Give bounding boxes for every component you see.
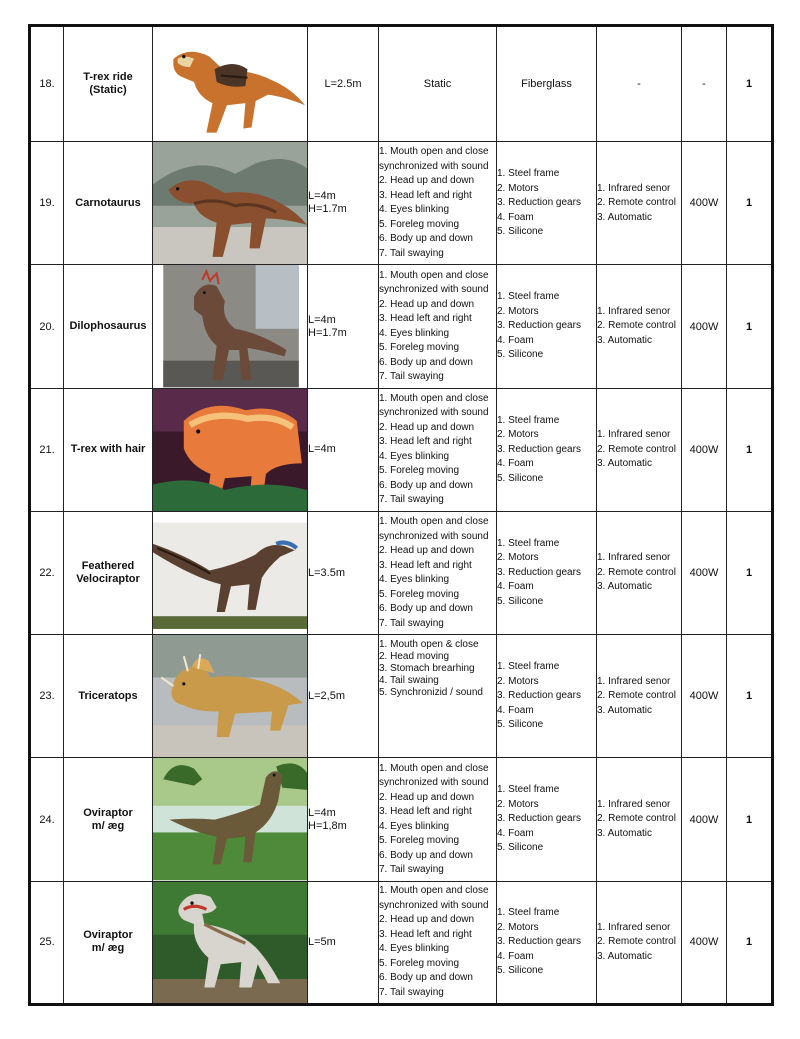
table-row — [30, 265, 773, 388]
item-name: Oviraptor m/ æg — [64, 758, 153, 881]
table-row — [30, 758, 773, 881]
item-power: 400W — [682, 142, 727, 265]
item-quantity: 1 — [727, 265, 773, 388]
dilophosaurus-photo — [153, 265, 307, 387]
item-quantity: 1 — [727, 388, 773, 511]
item-power: 400W — [682, 758, 727, 881]
item-movements: 1. Mouth open and close synchronized with sound 2. Head up and down 3. Head left and right 4. Eyes blinking 5. Foreleg moving 6. Body up and down 7. Tail swaying — [379, 265, 497, 388]
item-size: L=3.5m — [308, 511, 379, 634]
item-size: L=4m H=1.7m — [308, 142, 379, 265]
item-number: 24. — [30, 758, 64, 881]
item-power: 400W — [682, 388, 727, 511]
item-photo — [153, 635, 308, 758]
item-movements: 1. Mouth open and close synchronized with sound 2. Head up and down 3. Head left and right 4. Eyes blinking 5. Foreleg moving 6. Body up and down 7. Tail swaying — [379, 388, 497, 511]
item-materials: 1. Steel frame 2. Motors 3. Reduction gears 4. Foam 5. Silicone — [497, 265, 597, 388]
item-control: 1. Infrared senor 2. Remote control 3. Automatic — [597, 758, 682, 881]
table-row — [30, 388, 773, 511]
item-size: L=2,5m — [308, 635, 379, 758]
item-number: 20. — [30, 265, 64, 388]
item-name: Feathered Velociraptor — [64, 511, 153, 634]
item-quantity: 1 — [727, 142, 773, 265]
item-number: 18. — [30, 26, 64, 142]
item-power: - — [682, 26, 727, 142]
item-quantity: 1 — [727, 881, 773, 1004]
item-control: 1. Infrared senor 2. Remote control 3. Automatic — [597, 511, 682, 634]
item-name: Oviraptor m/ æg — [64, 881, 153, 1004]
item-movements: 1. Mouth open and close synchronized with sound 2. Head up and down 3. Head left and right 4. Eyes blinking 5. Foreleg moving 6. Body up and down 7. Tail swaying — [379, 881, 497, 1004]
item-movements: 1. Mouth open & close 2. Head moving 3. Stomach brearhing 4. Tail swaing 5. Synchronizid / sound — [379, 635, 497, 758]
item-size: L=4m H=1,8m — [308, 758, 379, 881]
item-materials: 1. Steel frame 2. Motors 3. Reduction gears 4. Foam 5. Silicone — [497, 142, 597, 265]
table-row — [30, 26, 773, 142]
item-materials: Fiberglass — [497, 26, 597, 142]
item-quantity: 1 — [727, 758, 773, 881]
item-name: Dilophosaurus — [64, 265, 153, 388]
item-materials: 1. Steel frame 2. Motors 3. Reduction gears 4. Foam 5. Silicone — [497, 635, 597, 758]
item-photo — [153, 265, 308, 388]
item-photo — [153, 758, 308, 881]
product-spec-table — [28, 24, 774, 1006]
item-control: 1. Infrared senor 2. Remote control 3. Automatic — [597, 388, 682, 511]
item-name: Carnotaurus — [64, 142, 153, 265]
table-row — [30, 881, 773, 1004]
item-size: L=5m — [308, 881, 379, 1004]
item-photo — [153, 881, 308, 1004]
item-movements: 1. Mouth open and close synchronized with sound 2. Head up and down 3. Head left and right 4. Eyes blinking 5. Foreleg moving 6. Body up and down 7. Tail swaying — [379, 511, 497, 634]
item-materials: 1. Steel frame 2. Motors 3. Reduction gears 4. Foam 5. Silicone — [497, 881, 597, 1004]
item-size: L=4m — [308, 388, 379, 511]
carnotaurus-photo — [153, 142, 307, 264]
item-size: L=2.5m — [308, 26, 379, 142]
oviraptor-photo — [153, 758, 307, 880]
trex-ride-photo — [153, 27, 307, 141]
feathered-velociraptor-photo — [153, 512, 307, 634]
table-row — [30, 142, 773, 265]
item-movements: Static — [379, 26, 497, 142]
item-name: T-rex with hair — [64, 388, 153, 511]
item-number: 19. — [30, 142, 64, 265]
item-movements: 1. Mouth open and close synchronized with sound 2. Head up and down 3. Head left and right 4. Eyes blinking 5. Foreleg moving 6. Body up and down 7. Tail swaying — [379, 758, 497, 881]
item-quantity: 1 — [727, 635, 773, 758]
item-materials: 1. Steel frame 2. Motors 3. Reduction gears 4. Foam 5. Silicone — [497, 511, 597, 634]
item-control: 1. Infrared senor 2. Remote control 3. Automatic — [597, 265, 682, 388]
item-name: T-rex ride (Static) — [64, 26, 153, 142]
item-control: - — [597, 26, 682, 142]
item-materials: 1. Steel frame 2. Motors 3. Reduction gears 4. Foam 5. Silicone — [497, 388, 597, 511]
item-number: 23. — [30, 635, 64, 758]
triceratops-photo — [153, 635, 307, 757]
item-quantity: 1 — [727, 26, 773, 142]
item-power: 400W — [682, 635, 727, 758]
item-number: 25. — [30, 881, 64, 1004]
item-power: 400W — [682, 511, 727, 634]
trex-with-hair-photo — [153, 389, 307, 511]
item-photo — [153, 388, 308, 511]
item-number: 22. — [30, 511, 64, 634]
table-row — [30, 635, 773, 758]
item-photo — [153, 142, 308, 265]
oviraptor-photo — [153, 882, 307, 1003]
item-control: 1. Infrared senor 2. Remote control 3. Automatic — [597, 881, 682, 1004]
item-number: 21. — [30, 388, 64, 511]
item-control: 1. Infrared senor 2. Remote control 3. Automatic — [597, 142, 682, 265]
item-photo — [153, 26, 308, 142]
item-movements: 1. Mouth open and close synchronized with sound 2. Head up and down 3. Head left and right 4. Eyes blinking 5. Foreleg moving 6. Body up and down 7. Tail swaying — [379, 142, 497, 265]
item-power: 400W — [682, 881, 727, 1004]
item-power: 400W — [682, 265, 727, 388]
item-size: L=4m H=1.7m — [308, 265, 379, 388]
item-photo — [153, 511, 308, 634]
item-name: Triceratops — [64, 635, 153, 758]
table-row — [30, 511, 773, 634]
item-materials: 1. Steel frame 2. Motors 3. Reduction gears 4. Foam 5. Silicone — [497, 758, 597, 881]
item-quantity: 1 — [727, 511, 773, 634]
item-control: 1. Infrared senor 2. Remote control 3. Automatic — [597, 635, 682, 758]
